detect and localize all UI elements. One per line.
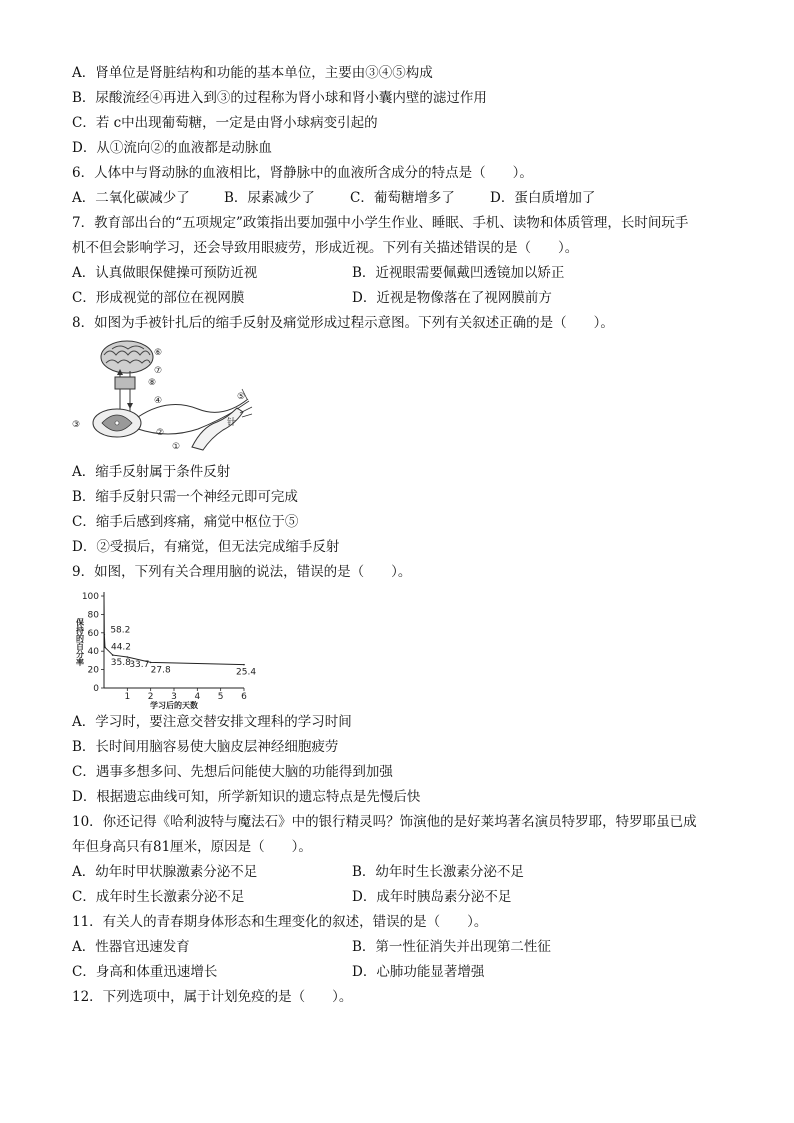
y-tick-label: 80 (87, 610, 99, 621)
x-tick-label: 4 (194, 692, 201, 702)
q10-option-a: A．幼年时甲状腺激素分泌不足 (72, 864, 258, 880)
label-6: ⑥ (154, 348, 163, 358)
data-point (104, 647, 106, 649)
q5-option-c: C．若 c中出现葡萄糖，一定是由肾小球病变引起的 (72, 115, 378, 131)
label-8: ⑧ (148, 378, 157, 388)
q11-option-b: B．第一性征消失并出现第二性征 (352, 939, 551, 955)
q8-option-d: D．②受损后，有痛觉，但无法完成缩手反射 (72, 539, 340, 555)
label-4: ④ (154, 396, 163, 406)
x-axis-label: 学习后的天数 (150, 701, 198, 710)
data-point (104, 634, 106, 636)
x-tick-label: 2 (147, 692, 154, 702)
q7-option-d: D．近视是物像落在了视网膜前方 (352, 290, 552, 306)
data-label: 33.7 (129, 659, 150, 670)
q9-option-d: D．根据遗忘曲线可知，所学新知识的遗忘特点是先慢后快 (72, 789, 421, 805)
q9-option-b: B．长时间用脑容易使大脑皮层神经细胞疲劳 (72, 739, 339, 755)
q11-option-c: C．身高和体重迅速增长 (72, 964, 218, 980)
reflex-arc-figure (72, 337, 272, 455)
y-tick-label: 100 (81, 592, 99, 602)
q9-stem: 9．如图，下列有关合理用脑的说法，错误的是（ ）。 (72, 564, 412, 580)
q7-option-c: C．形成视觉的部位在视网膜 (72, 290, 245, 306)
data-label: 35.8 (110, 658, 131, 669)
q6-option-a: A．二氧化碳减少了 (72, 190, 190, 206)
q11-stem: 11．有关人的青春期身体形态和生理变化的叙述，错误的是（ ）。 (72, 914, 488, 930)
hand-shape (192, 401, 252, 450)
q10-option-d: D．成年时胰岛素分泌不足 (352, 889, 512, 905)
x-tick-label: 1 (124, 692, 131, 702)
spinal-cord-shape (93, 409, 141, 437)
data-point (127, 656, 129, 658)
data-label: 25.4 (236, 667, 257, 678)
q8-option-b: B．缩手反射只需一个神经元即可完成 (72, 489, 298, 505)
q7-option-a: A．认真做眼保健操可预防近视 (72, 265, 258, 281)
y-tick-label: 0 (93, 684, 99, 694)
data-point (243, 664, 245, 666)
q9-option-c: C．遇事多想多问、先想后问能使大脑的功能得到加强 (72, 764, 393, 780)
q10-option-c: C．成年时生长激素分泌不足 (72, 889, 245, 905)
q12-stem: 12．下列选项中，属于计划免疫的是（ ）。 (72, 989, 353, 1005)
label-7: ⑦ (154, 366, 163, 376)
q11-option-a: A．性器官迅速发育 (72, 939, 190, 955)
q6-option-c: C．葡萄糖增多了 (350, 190, 455, 206)
label-1: ① (172, 442, 181, 452)
q5-option-d: D．从①流向②的血液都是动脉血 (72, 140, 272, 156)
y-axis-label: 保持的百分率 (75, 618, 85, 666)
label-5: ⑤ (237, 392, 246, 402)
q8-option-a: A．缩手反射属于条件反射 (72, 464, 231, 480)
data-point (150, 662, 152, 664)
x-tick-label: 5 (217, 692, 224, 702)
q6-stem: 6．人体中与肾动脉的血液相比，肾静脉中的血液所含成分的特点是（ ）。 (72, 165, 533, 181)
down-arrow-icon (127, 403, 133, 409)
q6-option-b: B．尿素减少了 (224, 190, 315, 206)
q7-stem-line1: 7．教育部出台的“五项规定”政策指出要加强中小学生作业、睡眠、手机、读物和体质管理，长时间玩手 (72, 215, 689, 231)
data-label: 58.2 (110, 625, 131, 636)
data-point (112, 654, 114, 656)
data-label: 27.8 (150, 665, 171, 676)
q10-stem-line1: 10．你还记得《哈利波特与魔法石》中的银行精灵吗？饰演他的是好莱坞著名演员特罗耶，特罗耶虽已成 (72, 814, 697, 830)
reflex-arc-diagram (72, 337, 272, 455)
y-tick-label: 40 (87, 647, 99, 658)
q7-stem-line2: 机不但会影响学习，还会导致用眼疲劳，形成近视。下列有关描述错误的是（ ）。 (72, 240, 579, 256)
forgetting-curve-chart (72, 586, 257, 710)
q10-option-b: B．幼年时生长激素分泌不足 (352, 864, 524, 880)
x-tick-label: 6 (241, 692, 247, 702)
q9-option-a: A．学习时，要注意交替安排文理科的学习时间 (72, 714, 352, 730)
q6-option-d: D．蛋白质增加了 (490, 190, 596, 206)
q8-option-c: C．缩手后感到疼痛，痛觉中枢位于⑤ (72, 514, 299, 530)
brain-shape (101, 341, 153, 373)
data-label: 44.2 (110, 642, 132, 653)
x-tick-label: 3 (171, 692, 177, 702)
q7-option-b: B．近视眼需要佩戴凹透镜加以矫正 (352, 265, 565, 281)
q5-option-a: A．肾单位是肾脏结构和功能的基本单位，主要由③④⑤构成 (72, 65, 433, 81)
q8-stem: 8．如图为手被针扎后的缩手反射及痛觉形成过程示意图。下列有关叙述正确的是（ ）。 (72, 315, 614, 331)
q10-stem-line2: 年但身高只有81厘米，原因是（ ）。 (72, 839, 312, 855)
q11-option-d: D．心肺功能显著增强 (352, 964, 485, 980)
label-3: ③ (72, 420, 81, 430)
q5-option-b: B．尿酸流经④再进入到③的过程称为肾小球和肾小囊内壁的滤过作用 (72, 90, 487, 106)
forgetting-curve-svg (72, 586, 257, 710)
y-tick-label: 20 (87, 665, 99, 676)
label-2: ② (156, 428, 165, 438)
label-needle: 针 (227, 418, 237, 428)
y-tick-label: 60 (87, 628, 99, 639)
